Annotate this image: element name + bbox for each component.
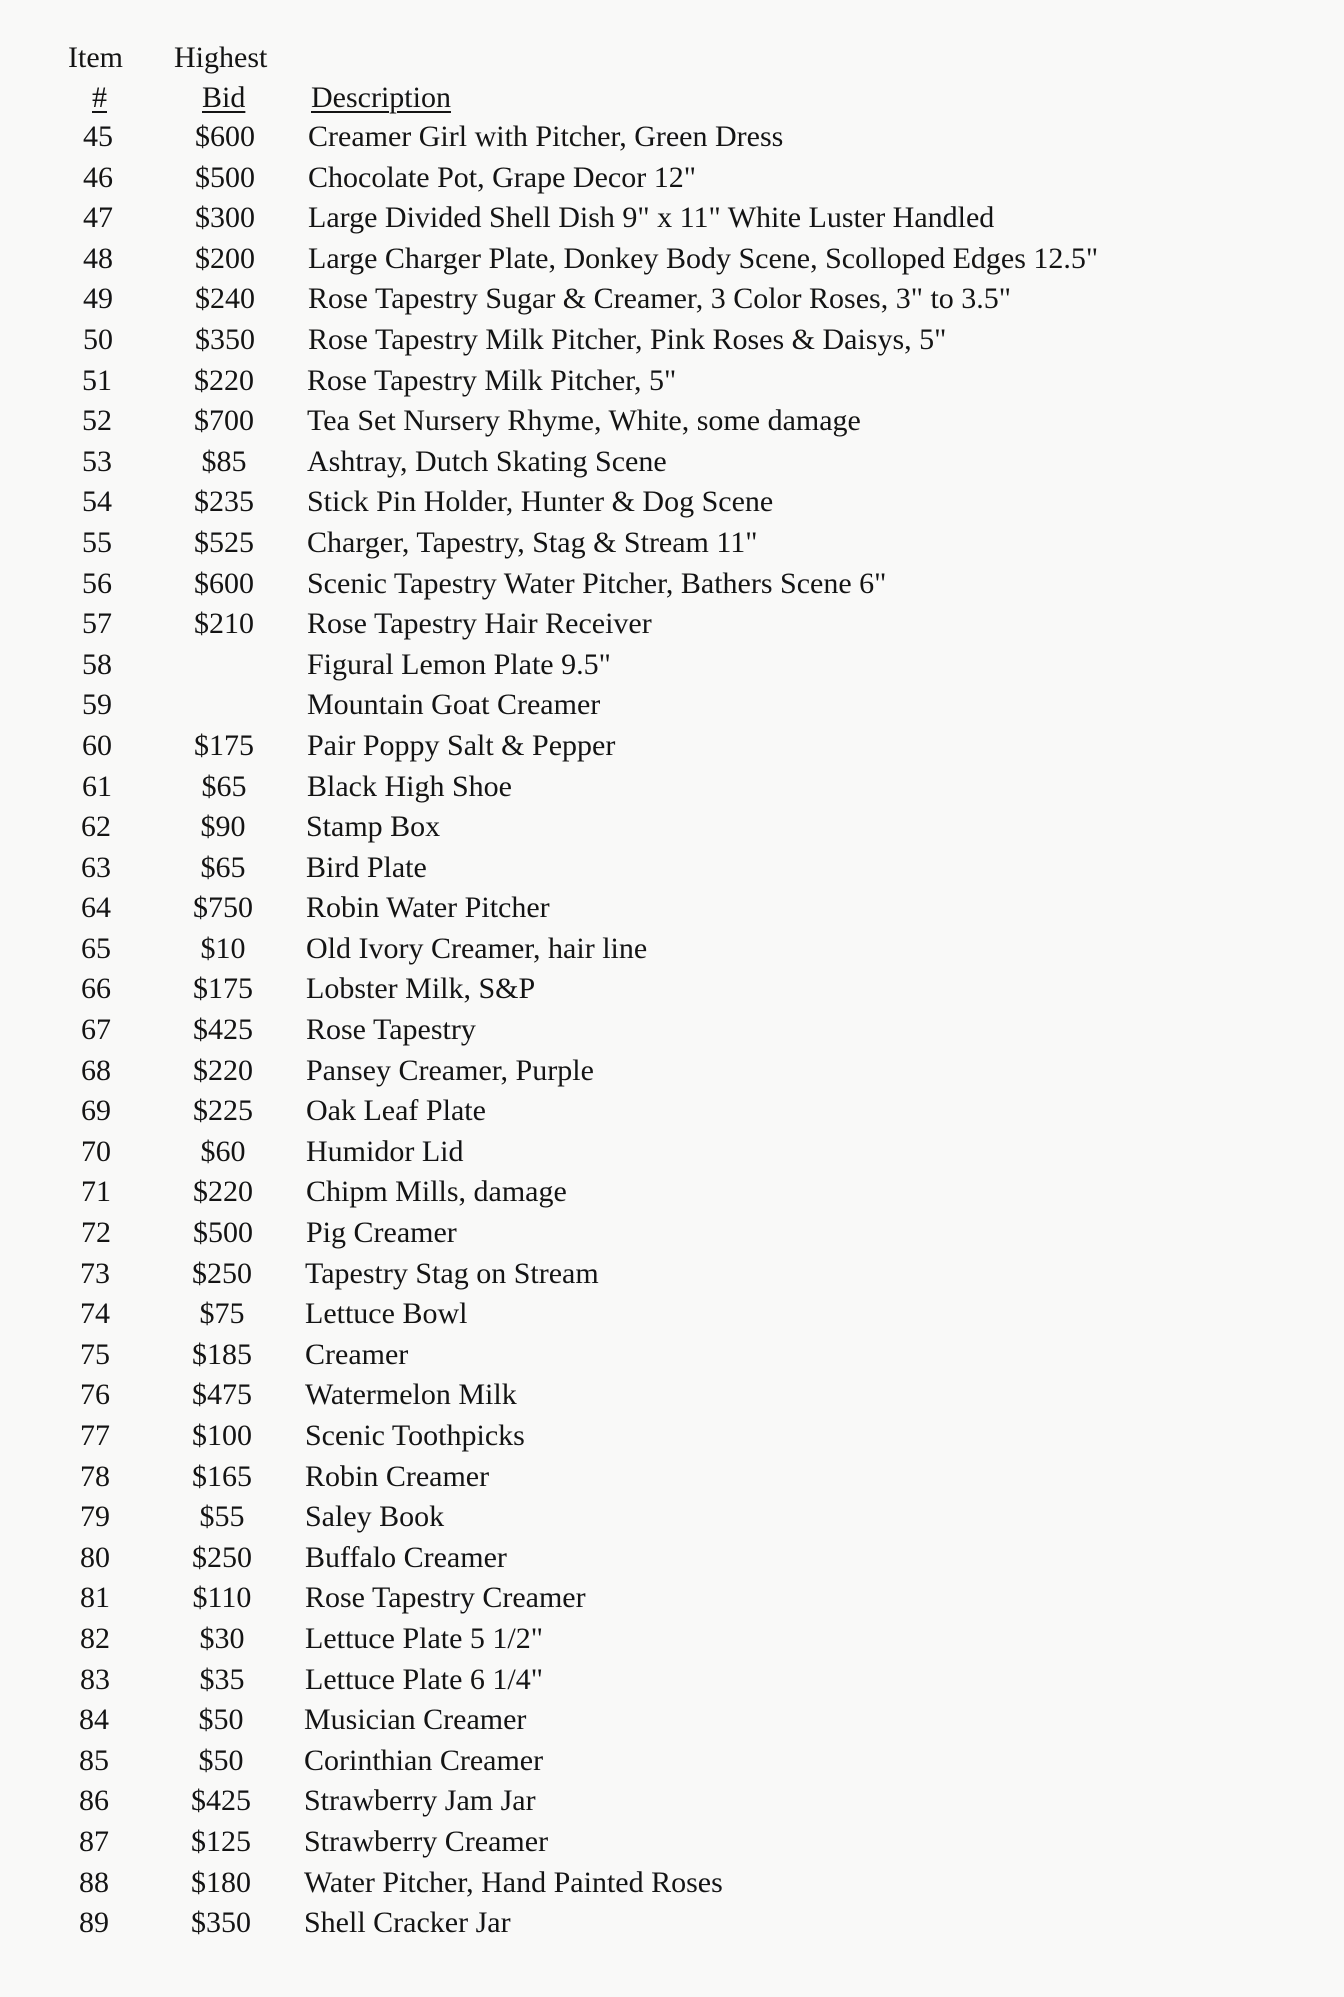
item-description: Rose Tapestry Sugar & Creamer, 3 Color Roses, 3" to 3.5" [308,282,1012,316]
item-number: 83 [80,1662,110,1696]
item-description: Lettuce Bowl [305,1297,468,1331]
table-row [0,1660,1344,1701]
table-row [0,1375,1344,1416]
table-row [0,1254,1344,1295]
item-number: 73 [80,1256,110,1290]
item-number: 46 [83,160,113,194]
item-description: Watermelon Milk [305,1378,517,1412]
highest-bid: $700 [194,404,254,438]
table-row [0,1416,1344,1457]
table-row [0,1741,1344,1782]
highest-bid: $250 [192,1256,252,1290]
highest-bid: $500 [193,1216,253,1250]
table-row [0,1903,1344,1944]
item-number: 72 [81,1216,111,1250]
highest-bid: $220 [193,1175,253,1209]
item-description: Scenic Tapestry Water Pitcher, Bathers Scene 6" [307,566,887,600]
item-number: 52 [82,404,112,438]
item-description: Humidor Lid [306,1134,464,1168]
highest-bid: $600 [195,120,255,153]
highest-bid: $600 [194,566,254,600]
table-row [0,1700,1344,1741]
highest-bid: $250 [192,1540,252,1574]
table-row [0,929,1344,970]
item-number: 75 [80,1337,110,1371]
item-description: Oak Leaf Plate [306,1094,486,1128]
table-row [0,158,1344,199]
table-row [0,320,1344,361]
results-table [0,117,1344,1944]
item-number: 68 [81,1053,111,1087]
highest-bid: $55 [199,1500,245,1534]
table-row [0,726,1344,767]
item-number: 53 [82,444,112,478]
table-row [0,117,1344,158]
highest-bid: $350 [195,322,255,356]
item-description: Large Charger Plate, Donkey Body Scene, Scolloped Edges 12.5" [308,241,1099,275]
item-description: Pansey Creamer, Purple [306,1053,594,1087]
header-description: Description [311,81,451,114]
item-description: Rose Tapestry Milk Pitcher, Pink Roses & Daisys, 5" [308,322,947,356]
item-number: 57 [82,607,112,641]
item-number: 58 [82,647,112,681]
item-description: Robin Water Pitcher [306,891,550,925]
item-description: Ashtray, Dutch Skating Scene [307,444,667,478]
table-row [0,1863,1344,1904]
highest-bid: $475 [192,1378,252,1412]
item-description: Lettuce Plate 5 1/2" [305,1621,544,1655]
item-number: 77 [80,1419,110,1452]
highest-bid: $65 [201,769,247,803]
item-number: 66 [81,972,111,1006]
item-description: Figural Lemon Plate 9.5" [307,647,611,681]
item-number: 71 [81,1175,111,1209]
highest-bid: $85 [201,444,247,478]
table-row [0,279,1344,320]
highest-bid: $110 [192,1581,252,1615]
table-row [0,361,1344,402]
table-row [0,1335,1344,1376]
highest-bid: $425 [191,1784,251,1818]
item-number: 78 [80,1459,110,1493]
table-row [0,1132,1344,1173]
highest-bid: $35 [199,1662,245,1696]
header-bid: Bid [202,81,246,114]
item-description: Pair Poppy Salt & Pepper [307,728,616,762]
highest-bid: $220 [194,363,254,397]
item-number: 76 [80,1378,110,1412]
table-row [0,523,1344,564]
item-number: 61 [82,769,112,803]
item-number: 79 [80,1500,110,1534]
item-description: Stick Pin Holder, Hunter & Dog Scene [307,485,774,519]
table-row [0,442,1344,483]
item-description: Robin Creamer [305,1459,490,1493]
header-highest: Highest [174,41,268,74]
table-row [0,767,1344,808]
item-description: Buffalo Creamer [305,1540,507,1574]
item-description: Lobster Milk, S&P [306,972,536,1006]
table-row [0,564,1344,605]
item-description: Old Ivory Creamer, hair line [306,931,648,965]
table-row [0,1213,1344,1254]
highest-bid: $50 [198,1703,244,1737]
table-row [0,1497,1344,1538]
table-row [0,1051,1344,1092]
highest-bid: $175 [194,728,254,762]
item-description: Water Pitcher, Hand Painted Roses [304,1865,723,1899]
highest-bid: $175 [193,972,253,1006]
highest-bid: $200 [195,241,255,275]
item-number: 69 [81,1094,111,1128]
item-number: 55 [82,525,112,559]
item-number: 81 [80,1581,110,1615]
item-number: 88 [79,1865,109,1899]
highest-bid: $75 [199,1297,245,1331]
item-description: Rose Tapestry Milk Pitcher, 5" [307,363,677,397]
table-row [0,1010,1344,1051]
table-row [0,1822,1344,1863]
item-number: 49 [83,282,113,316]
highest-bid: $525 [194,525,254,559]
table-row [0,1091,1344,1132]
highest-bid: $100 [192,1419,252,1452]
highest-bid: $180 [191,1865,251,1899]
item-number: 54 [82,485,112,519]
header-item-number: # [92,81,107,114]
item-number: 62 [81,810,111,844]
item-number: 63 [81,850,111,884]
highest-bid: $90 [200,810,246,844]
highest-bid: $220 [193,1053,253,1087]
table-row [0,807,1344,848]
item-number: 60 [82,728,112,762]
item-number: 50 [83,322,113,356]
table-row [0,1538,1344,1579]
item-number: 65 [81,931,111,965]
item-number: 87 [79,1824,109,1858]
item-number: 64 [81,891,111,925]
highest-bid: $125 [191,1824,251,1858]
table-row [0,1457,1344,1498]
highest-bid: $185 [192,1337,252,1371]
table-row [0,604,1344,645]
table-row [0,401,1344,442]
item-number: 70 [81,1134,111,1168]
item-description: Creamer [305,1337,409,1371]
item-description: Rose Tapestry [306,1013,476,1047]
table-row [0,1781,1344,1822]
table-row [0,482,1344,523]
highest-bid: $235 [194,485,254,519]
item-number: 47 [83,201,113,235]
item-description: Lettuce Plate 6 1/4" [305,1662,544,1696]
item-number: 74 [80,1297,110,1331]
item-number: 89 [79,1906,109,1940]
item-description: Tea Set Nursery Rhyme, White, some damage [307,404,861,438]
item-description: Musician Creamer [304,1703,527,1737]
table-row [0,239,1344,280]
highest-bid: $225 [193,1094,253,1128]
item-description: Tapestry Stag on Stream [305,1256,599,1290]
item-description: Black High Shoe [307,769,512,803]
item-description: Chipm Mills, damage [306,1175,567,1209]
item-description: Creamer Girl with Pitcher, Green Dress [308,120,784,153]
item-number: 56 [82,566,112,600]
item-description: Strawberry Jam Jar [304,1784,536,1818]
table-row [0,645,1344,686]
item-description: Saley Book [305,1500,445,1534]
item-description: Shell Cracker Jar [304,1906,511,1940]
item-description: Chocolate Pot, Grape Decor 12" [308,160,696,194]
table-row [0,1172,1344,1213]
item-description: Large Divided Shell Dish 9" x 11" White Luster Handled [308,201,995,235]
item-description: Corinthian Creamer [304,1743,544,1777]
highest-bid: $350 [191,1906,251,1940]
table-row [0,888,1344,929]
item-description: Stamp Box [306,810,441,844]
highest-bid: $65 [200,850,246,884]
highest-bid: $300 [195,201,255,235]
highest-bid: $10 [200,931,246,965]
item-number: 45 [83,120,113,153]
table-row [0,1578,1344,1619]
highest-bid: $750 [193,891,253,925]
table-row [0,198,1344,239]
item-number: 86 [79,1784,109,1818]
item-description: Mountain Goat Creamer [307,688,601,722]
table-row [0,1619,1344,1660]
highest-bid: $425 [193,1013,253,1047]
item-description: Strawberry Creamer [304,1824,549,1858]
item-number: 67 [81,1013,111,1047]
item-number: 59 [82,688,112,722]
highest-bid: $60 [200,1134,246,1168]
highest-bid: $500 [195,160,255,194]
highest-bid: $240 [195,282,255,316]
item-description: Pig Creamer [306,1216,457,1250]
table-row [0,685,1344,726]
highest-bid: $30 [199,1621,245,1655]
highest-bid: $210 [194,607,254,641]
item-number: 48 [83,241,113,275]
header-item: Item [68,41,123,74]
item-description: Rose Tapestry Creamer [305,1581,586,1615]
highest-bid: $165 [192,1459,252,1493]
item-description: Scenic Toothpicks [305,1419,525,1452]
table-row [0,1294,1344,1335]
item-description: Rose Tapestry Hair Receiver [307,607,652,641]
item-number: 82 [80,1621,110,1655]
table-row [0,969,1344,1010]
item-number: 80 [80,1540,110,1574]
item-description: Charger, Tapestry, Stag & Stream 11" [307,525,758,559]
table-row [0,848,1344,889]
item-number: 85 [79,1743,109,1777]
item-number: 51 [82,363,112,397]
item-number: 84 [79,1703,109,1737]
item-description: Bird Plate [306,850,427,884]
highest-bid: $50 [198,1743,244,1777]
